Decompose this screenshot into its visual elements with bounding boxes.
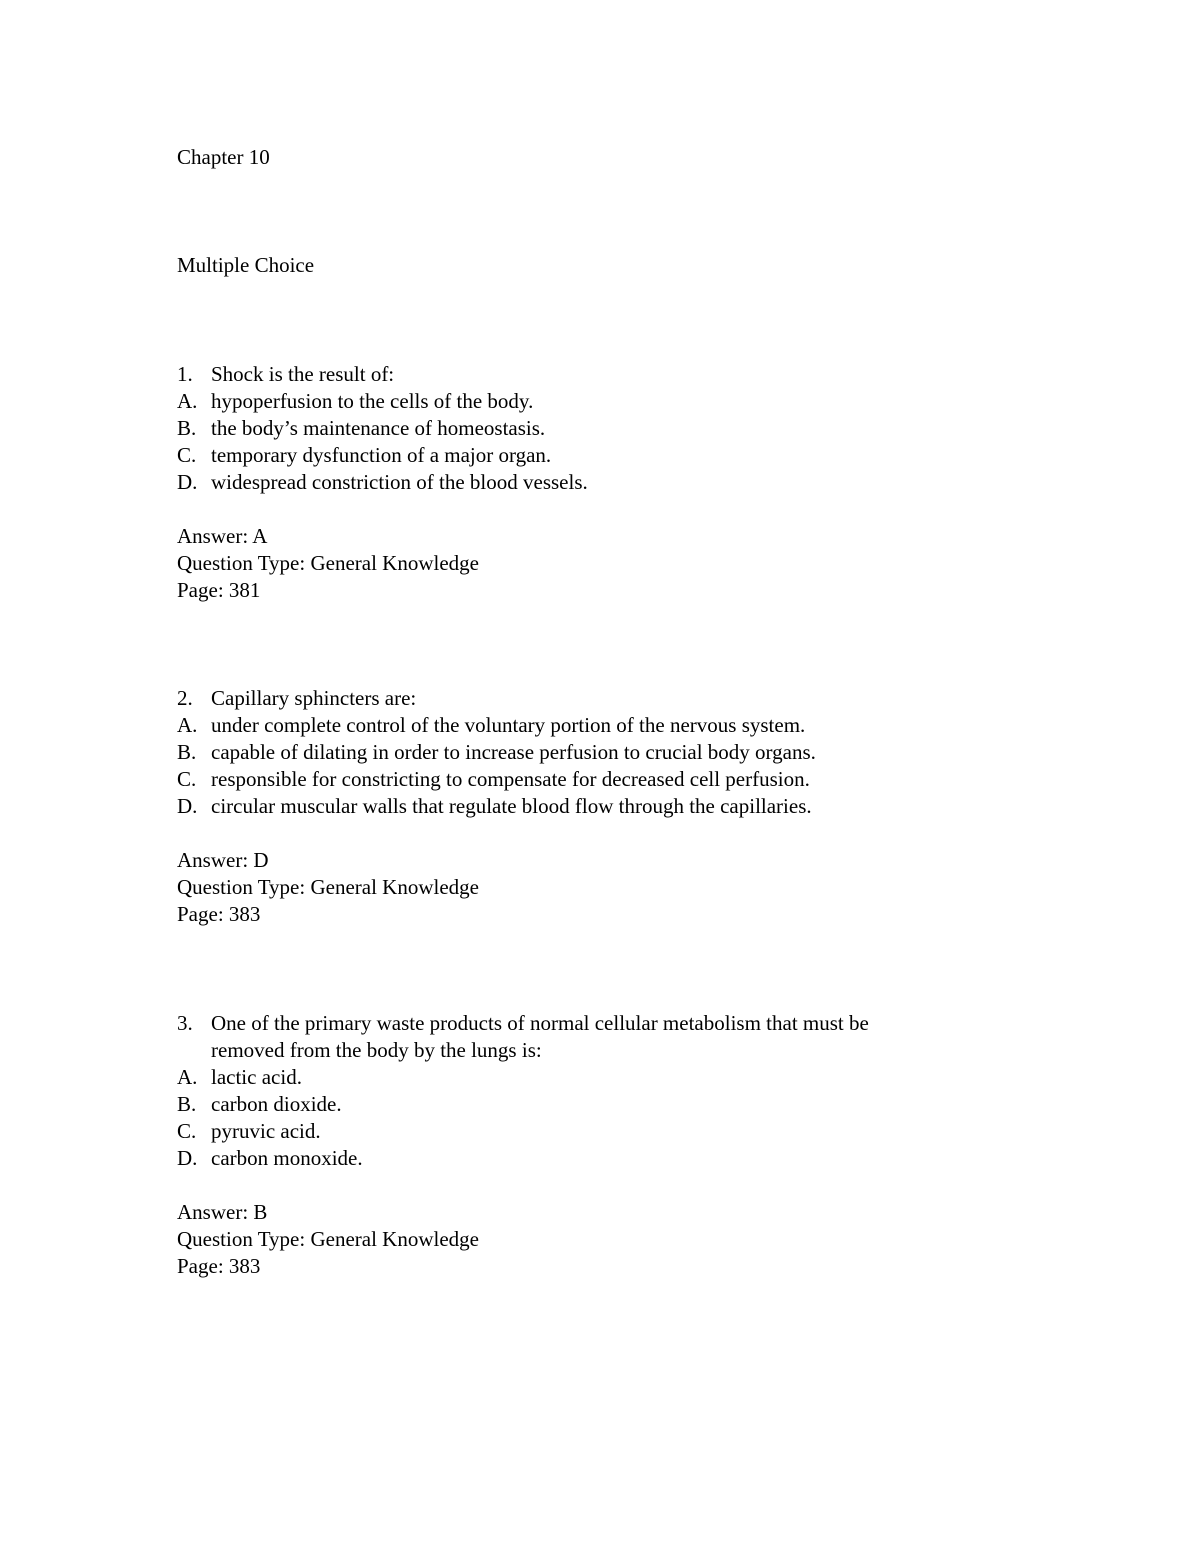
option-letter: A. <box>177 713 198 737</box>
option-a <box>177 388 533 415</box>
option-letter: C. <box>177 443 197 467</box>
chapter-title: Chapter 10 <box>177 145 270 169</box>
answer: Answer: A <box>177 524 268 548</box>
option-text: circular muscular walls that regulate blood flow through the capillaries. <box>211 794 812 818</box>
option-letter: A. <box>177 1065 198 1089</box>
question-text-continued: removed from the body by the lungs is: <box>211 1038 542 1062</box>
question-type: Question Type: General Knowledge <box>177 551 479 575</box>
option-c <box>177 442 551 469</box>
option-letter: C. <box>177 1119 197 1143</box>
option-d <box>177 793 812 820</box>
answer: Answer: B <box>177 1200 268 1224</box>
option-letter: D. <box>177 470 198 494</box>
question-text: Shock is the result of: <box>211 362 395 386</box>
option-text: lactic acid. <box>211 1065 302 1089</box>
option-text: widespread constriction of the blood vessels. <box>211 470 588 494</box>
option-text: carbon dioxide. <box>211 1092 342 1116</box>
page-reference: Page: 381 <box>177 578 261 602</box>
option-b <box>177 739 816 766</box>
option-text: pyruvic acid. <box>211 1119 321 1143</box>
page-reference: Page: 383 <box>177 1254 261 1278</box>
question-stem <box>177 361 394 388</box>
option-letter: C. <box>177 767 197 791</box>
option-c <box>177 1118 321 1145</box>
question-number: 2. <box>177 686 193 710</box>
option-d <box>177 469 588 496</box>
section-heading: Multiple Choice <box>177 253 315 277</box>
option-text: temporary dysfunction of a major organ. <box>211 443 552 467</box>
option-letter: B. <box>177 1092 197 1116</box>
answer: Answer: D <box>177 848 269 872</box>
question-type: Question Type: General Knowledge <box>177 1227 479 1251</box>
option-letter: B. <box>177 740 197 764</box>
question-text: Capillary sphincters are: <box>211 686 417 710</box>
question-text: One of the primary waste products of normal cellular metabolism that must be <box>211 1011 869 1035</box>
option-a <box>177 712 805 739</box>
option-text: the body’s maintenance of homeostasis. <box>211 416 546 440</box>
option-letter: D. <box>177 1146 198 1170</box>
option-letter: D. <box>177 794 198 818</box>
option-a <box>177 1064 302 1091</box>
page-reference: Page: 383 <box>177 902 261 926</box>
question-type: Question Type: General Knowledge <box>177 875 479 899</box>
option-text: hypoperfusion to the cells of the body. <box>211 389 534 413</box>
question-stem <box>177 1010 869 1037</box>
question-number: 1. <box>177 362 193 386</box>
option-b <box>177 415 545 442</box>
option-text: under complete control of the voluntary portion of the nervous system. <box>211 713 806 737</box>
option-letter: A. <box>177 389 198 413</box>
option-b <box>177 1091 342 1118</box>
option-d <box>177 1145 363 1172</box>
option-text: carbon monoxide. <box>211 1146 363 1170</box>
question-stem <box>177 685 416 712</box>
option-c <box>177 766 810 793</box>
option-text: responsible for constricting to compensate for decreased cell perfusion. <box>211 767 810 791</box>
option-text: capable of dilating in order to increase perfusion to crucial body organs. <box>211 740 816 764</box>
question-number: 3. <box>177 1011 193 1035</box>
option-letter: B. <box>177 416 197 440</box>
